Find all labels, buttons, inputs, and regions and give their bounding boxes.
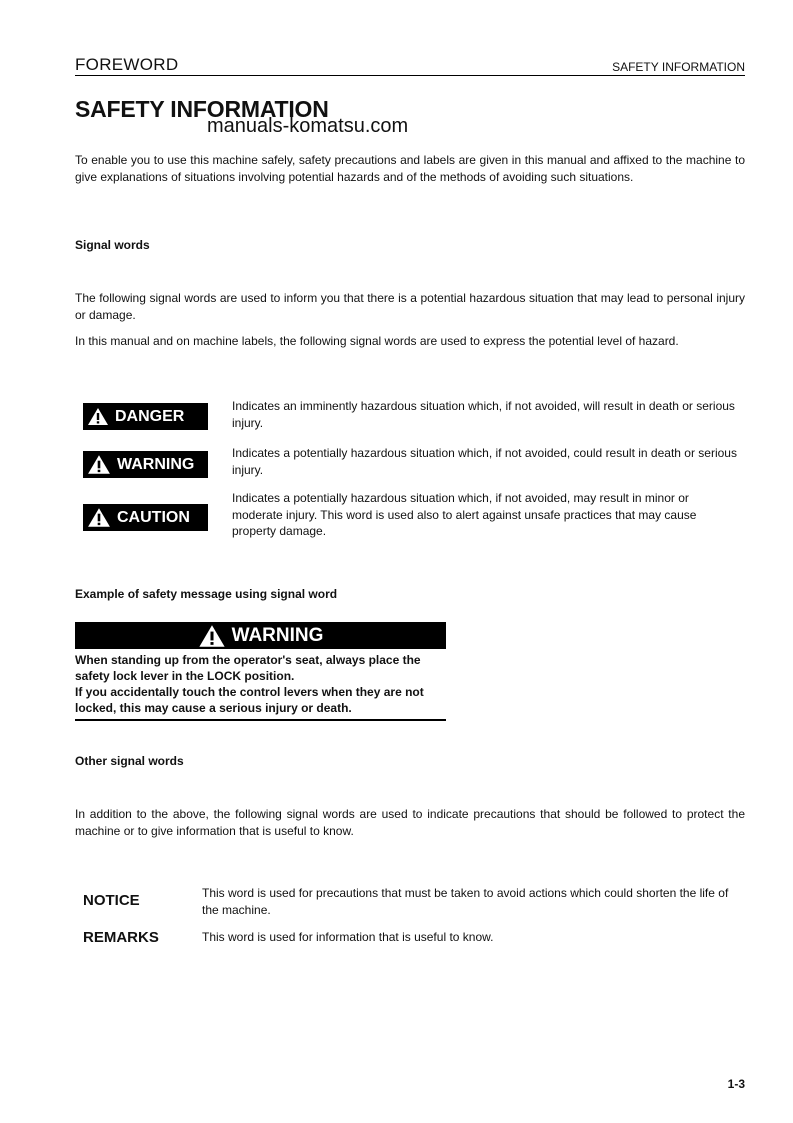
example-line2: If you accidentally touch the control levers when they are not locked, this may cause a serious injury or death. <box>75 685 424 715</box>
page-title: SAFETY INFORMATION <box>75 96 329 122</box>
example-heading: Example of safety message using signal word <box>75 587 338 601</box>
warning-triangle-icon <box>87 454 111 475</box>
remarks-description: This word is used for information that is useful to know. <box>202 930 494 944</box>
example-bottom-rule <box>75 719 446 721</box>
warning-description: Indicates a potentially hazardous situation which, if not avoided, could result in death or serious injury. <box>232 446 737 477</box>
signal-words-heading: Signal words <box>75 238 150 252</box>
other-signal-words-heading: Other signal words <box>75 754 184 768</box>
warning-triangle-icon <box>198 624 226 648</box>
signal-words-para2: In this manual and on machine labels, the following signal words are used to express the potential level of hazard. <box>75 334 679 348</box>
notice-description: This word is used for precautions that must be taken to avoid actions which could shorten the life of the machine. <box>202 886 729 917</box>
danger-label: DANGER <box>115 407 185 425</box>
example-message-text <box>75 652 446 716</box>
remarks-term: REMARKS <box>83 929 159 946</box>
signal-words-para1: The following signal words are used to inform you that there is a potential hazardous situation that may lead to personal injury or damage. <box>75 291 745 322</box>
warning-triangle-icon <box>87 407 109 426</box>
warning-label: WARNING <box>117 455 195 473</box>
other-signal-words-para: In addition to the above, the following signal words are used to indicate precautions that should be followed to protect the machine or to give information that is useful to know. <box>75 807 745 838</box>
example-warning-label: WARNING <box>231 624 324 646</box>
example-warning-bar <box>75 622 446 649</box>
header-section: FOREWORD <box>75 55 179 74</box>
intro-paragraph: To enable you to use this machine safely, safety precautions and labels are given in this manual and affixed to the machine to give explanations of situations involving potential hazards and of the methods of avoiding such situations. <box>75 153 745 184</box>
example-line1: When standing up from the operator's seat, always place the safety lock lever in the LOCK position. <box>75 653 421 683</box>
warning-badge <box>83 451 208 478</box>
page-number: 1-3 <box>727 1077 745 1091</box>
example-safety-message <box>75 622 446 722</box>
warning-triangle-icon <box>87 507 111 528</box>
header-rule <box>75 75 745 76</box>
caution-label: CAUTION <box>117 508 190 526</box>
header-chapter: SAFETY INFORMATION <box>612 60 745 74</box>
watermark: manuals-komatsu.com <box>207 115 409 137</box>
danger-description: Indicates an imminently hazardous situation which, if not avoided, will result in death or serious injury. <box>232 399 735 430</box>
caution-description: Indicates a potentially hazardous situation which, if not avoided, may result in minor or moderate injury. This word is used also to alert against unsafe practices that may cause property damage. <box>232 491 697 538</box>
caution-badge <box>83 504 208 531</box>
notice-term: NOTICE <box>83 892 140 909</box>
danger-badge <box>83 403 208 430</box>
